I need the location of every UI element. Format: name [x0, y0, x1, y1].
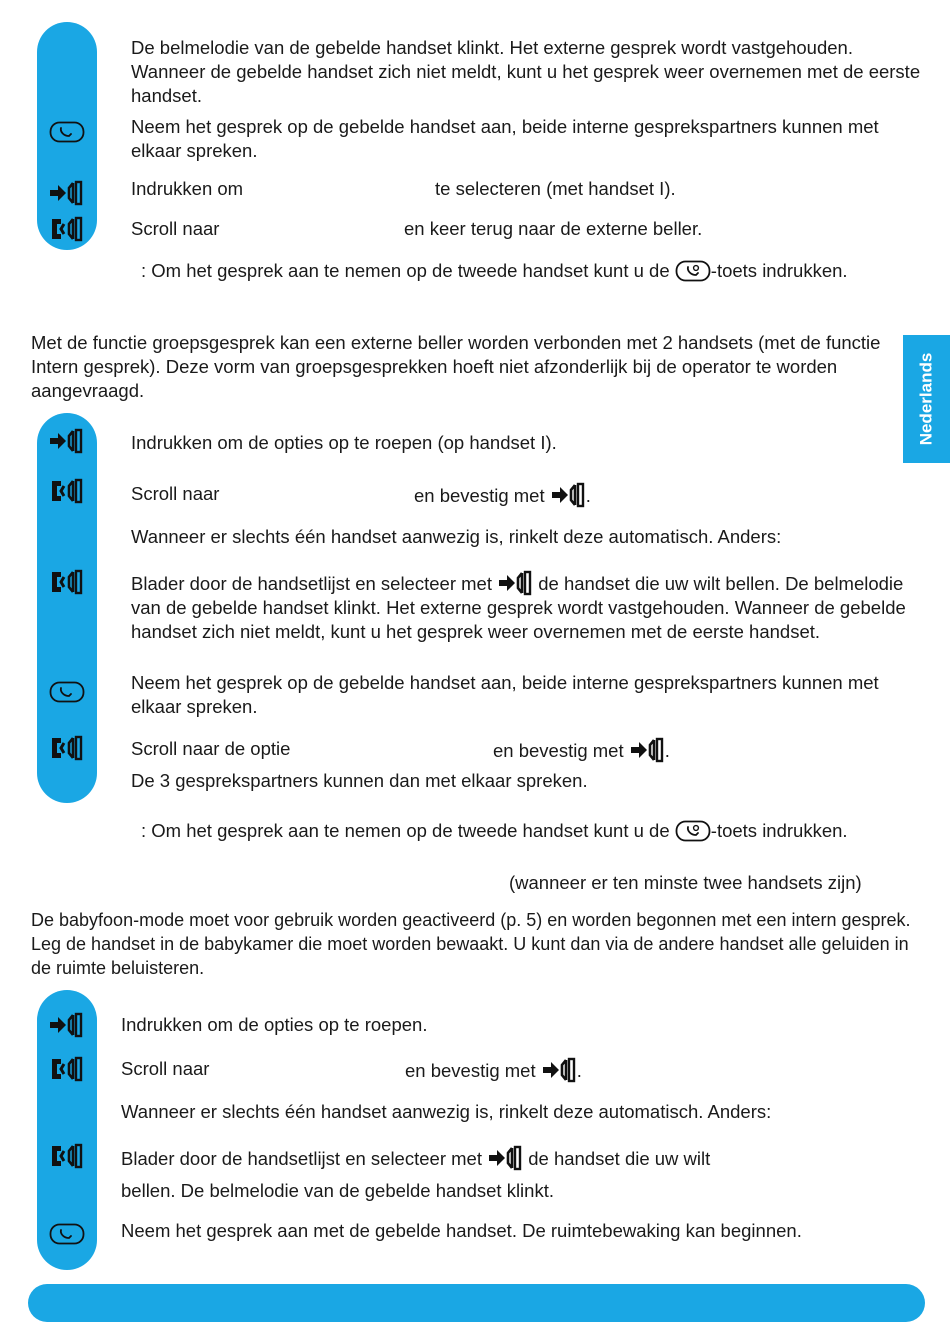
scroll-icon: [49, 735, 83, 761]
section-intro: Met de functie groepsgesprek kan een externe beller worden verbonden met 2 handsets (met de functie Intern gesprek). Deze vorm van groepsgesprekken hoeft niet afzonderlijk bij de operator te worden aangevraagd.: [31, 332, 881, 401]
scroll-icon: [49, 216, 83, 242]
instruction-text: Indrukken om de opties op te roepen.: [121, 1014, 428, 1035]
instruction-text: [131, 570, 911, 644]
instruction-text: Indrukken om: [131, 178, 244, 199]
note-text-a: : Om het gesprek aan te nemen op de tweede handset kunt u de: [141, 260, 670, 281]
scroll-icon: [49, 1143, 83, 1169]
menu-ok-icon: [629, 737, 665, 763]
scroll-icon: [49, 1056, 83, 1082]
instruction-text: Indrukken om de opties op te roepen (op handset I).: [131, 432, 557, 453]
intercom-key-icon: [675, 260, 711, 282]
menu-ok-icon: [497, 570, 533, 596]
instruction-text: Scroll naar: [131, 218, 220, 239]
menu-ok-icon: [49, 428, 83, 454]
note-text-b: -toets indrukken.: [710, 260, 848, 281]
instruction-text-part: en bevestig met: [414, 485, 545, 506]
instruction-text: Neem het gesprek op de gebelde handset aan, beide interne gesprekspartners kunnen met elkaar spreken.: [131, 116, 879, 161]
language-tab: [903, 335, 950, 463]
instruction-text: en bevestig met .: [405, 1057, 582, 1083]
menu-ok-icon: [541, 1057, 577, 1083]
instruction-text-part: Blader door de handsetlijst en selecteer met: [121, 1148, 482, 1169]
instruction-text-part: en bevestig met: [493, 740, 624, 761]
instruction-text-part: en bevestig met: [405, 1060, 536, 1081]
language-tab-label: Nederlands: [916, 352, 936, 446]
note-text-b: -toets indrukken.: [710, 820, 848, 841]
talk-key-icon: [49, 121, 85, 143]
footer-bar: [28, 1284, 925, 1322]
scroll-icon: [49, 478, 83, 504]
instruction-text: Scroll naar: [131, 483, 220, 504]
talk-key-icon: [49, 1223, 85, 1245]
menu-ok-icon: [49, 1012, 83, 1038]
instruction-text: De 3 gesprekspartners kunnen dan met elkaar spreken.: [131, 770, 588, 791]
instruction-text: te selecteren (met handset I).: [435, 178, 676, 199]
instruction-text: en bevestig met .: [414, 482, 591, 508]
menu-ok-icon: [550, 482, 586, 508]
instruction-text: Wanneer er slechts één handset aanwezig is, rinkelt deze automatisch. Anders:: [121, 1101, 772, 1122]
talk-key-icon: [49, 681, 85, 703]
scroll-icon: [49, 569, 83, 595]
instruction-text: Wanneer er slechts één handset aanwezig is, rinkelt deze automatisch. Anders:: [131, 526, 782, 547]
instruction-text: De belmelodie van de gebelde handset klinkt. Het externe gesprek wordt vastgehouden. Wanneer de gebelde handset zich niet meldt, kunt u het gesprek weer overnemen met de eerste handset.: [131, 37, 921, 106]
section-intro: De babyfoon-mode moet voor gebruik worden geactiveerd (p. 5) en worden begonnen met een intern gesprek. Leg de handset in de babykamer die moet worden bewaakt. U kunt dan via de andere handset alle geluiden in de ruimte beluisteren.: [31, 910, 911, 978]
intercom-key-icon: [675, 820, 711, 842]
note-text-a: : Om het gesprek aan te nemen op de tweede handset kunt u de: [141, 820, 670, 841]
instruction-text-part: Blader door de handsetlijst en selecteer met: [131, 573, 492, 594]
instruction-text-part: de handset die uw wilt: [528, 1148, 711, 1169]
note-text: [141, 819, 848, 843]
menu-ok-icon: [487, 1145, 523, 1171]
instruction-text: Neem het gesprek op de gebelde handset aan, beide interne gesprekspartners kunnen met elkaar spreken.: [131, 672, 879, 717]
instruction-text: bellen. De belmelodie van de gebelde handset klinkt.: [121, 1180, 554, 1201]
section-heading-note: (wanneer er ten minste twee handsets zijn): [509, 872, 862, 893]
instruction-text-part: de handset die uw wilt bellen. De belmelodie van de gebelde handset klinkt. Het externe gesprek wordt vastgehouden. Wanneer de gebelde handset zich niet meldt, kunt u het gesprek weer overnemen met de eerste handset.: [131, 573, 906, 642]
instruction-text: en bevestig met .: [493, 737, 670, 763]
menu-ok-icon: [49, 180, 83, 206]
instruction-text: Scroll naar: [121, 1058, 210, 1079]
note-text: [141, 259, 848, 283]
instruction-text: Neem het gesprek aan met de gebelde handset. De ruimtebewaking kan beginnen.: [121, 1220, 802, 1241]
instruction-text: Scroll naar de optie: [131, 738, 291, 759]
instruction-text: [121, 1145, 710, 1171]
instruction-text: en keer terug naar de externe beller.: [404, 218, 703, 239]
